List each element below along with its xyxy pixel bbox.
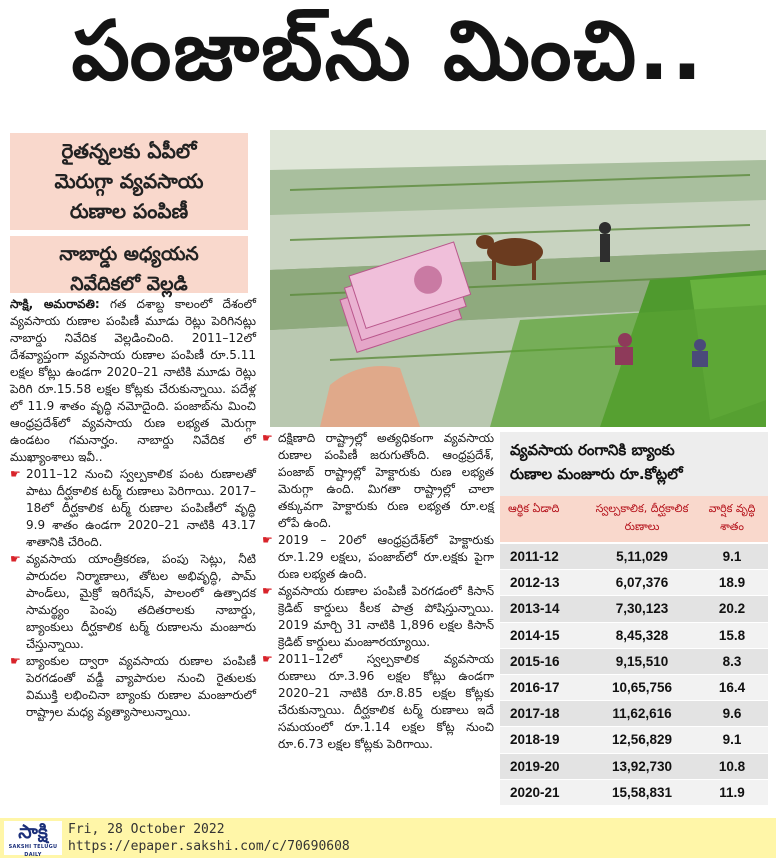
cell-loans: 13,92,730	[611, 758, 673, 774]
bullet-text: వ్యవసాయ యాంత్రీకరణ, పంపు సెట్లు, నీటి పారుదల నిర్మాణాలు, తోటల అభివృద్ధి, పామ్‌ పాండ్‌లు, మైక్రో ఇరిగేషన్, పాలంలో ఉత్పాదక సామర్థ్యం పెంపు తదితరాలకు నాబార్డు, బ్యాంకులు దీర్ఘకాలిక టర్మ్‌ రుణాలను మంజూరు చేస్తున్నాయి.	[26, 552, 256, 651]
header-loans: స్వల్పకాలిక, దీర్ఘకాలిక రుణాలు	[595, 502, 689, 533]
table-row	[500, 570, 768, 596]
bullet-icon: ☛	[262, 652, 273, 666]
bullet-icon: ☛	[262, 431, 273, 445]
article-column-1	[10, 296, 256, 721]
table-row	[500, 727, 768, 753]
table-row	[500, 701, 768, 727]
cell-year: 2012-13	[510, 575, 560, 591]
article-column-2	[262, 430, 494, 753]
cell-growth: 20.2	[718, 601, 746, 617]
subheadline-secondary-line: నివేదికలో వెల్లడి	[70, 273, 188, 295]
footer-info	[68, 821, 350, 855]
table-row	[500, 544, 768, 570]
article-photo	[270, 130, 766, 427]
intro-text: గత దశాబ్ద కాలంలో దేశంలో వ్యవసాయ రుణాల పంపిణీ మూడు రెట్లు పెరిగినట్లు నాబార్డు నివేదిక వెల్లడించింది. 2011–12లో దేశవ్యాప్తంగా వ్యవసాయ రుణాల పంపిణీ రూ.5.11 లక్షల కోట్లు ఉండగా 2020–21 నాటికి మూడు రెట్లు పెరిగి రూ.15.58 లక్షల కోట్లకు చేరుకున్నాయి. పదేళ్ల లో 11.9 శాతం వృద్ధి నమోదైంది. పంజాబ్‌ను మించి ఆంధ్రప్రదేశ్‌లో వ్యవసాయ రుణ లభ్యత మెరుగ్గా ఉండటం గమనార్హం. నాబార్డు నివేదిక లో ముఖ్యాంశాలు ఇవీ..	[10, 297, 256, 464]
cell-year: 2017-18	[510, 706, 560, 722]
bullet-point	[262, 583, 494, 651]
bullet-text: వ్యవసాయ రుణాల పంపిణీ పెరగడంలో కిసాన్‌ క్రెడిట్‌ కార్డులు కీలక పాత్ర పోషిస్తున్నాయి. 2019 మార్చి 31 నాటికి 1,896 లక్షల కిసాన్‌ క్రెడిట్‌ కార్డులు మంజూరయ్యాయి.	[278, 584, 494, 649]
dateline: సాక్షి, అమరావతి:	[10, 297, 100, 311]
bullet-icon: ☛	[10, 552, 21, 566]
cell-growth: 11.9	[719, 784, 745, 800]
cell-loans: 9,15,510	[615, 653, 669, 669]
cell-loans: 8,45,328	[615, 627, 669, 643]
loan-table	[500, 432, 768, 806]
cell-year: 2011-12	[510, 549, 559, 565]
bullet-icon: ☛	[262, 533, 273, 547]
table-row	[500, 649, 768, 675]
table-row	[500, 754, 768, 780]
header-year: ఆర్థిక ఏడాది	[508, 502, 560, 515]
cell-year: 2016-17	[510, 680, 560, 696]
cell-year: 2013-14	[510, 601, 560, 617]
cell-growth: 18.9	[718, 575, 746, 591]
bullet-icon: ☛	[262, 584, 273, 598]
table-title-line: రుణాల మంజూరు రూ.కోట్లలో	[510, 465, 683, 483]
cell-year: 2020-21	[510, 784, 560, 800]
bullet-point	[10, 466, 256, 551]
headline: పంజాబ్‌ను మించి..	[71, 3, 705, 99]
cell-growth: 9.1	[722, 549, 742, 565]
cell-year: 2019-20	[510, 758, 560, 774]
subheadline-main-line: మెరుగ్గా వ్యవసాయ	[54, 169, 204, 193]
bullet-point	[10, 653, 256, 721]
footer-bar	[0, 818, 776, 858]
subheadline-main	[10, 133, 248, 226]
bullet-point	[262, 532, 494, 583]
table-header	[500, 496, 768, 544]
subheadline-main-line: రైతన్నలకు ఏపీలో	[61, 139, 197, 163]
bullet-point	[262, 430, 494, 532]
cell-growth: 16.4	[718, 680, 746, 696]
table-body	[500, 544, 768, 806]
cell-loans: 5,11,029	[616, 549, 668, 565]
cell-loans: 15,58,831	[611, 784, 673, 800]
table-row	[500, 780, 768, 806]
table-row	[500, 675, 768, 701]
paddy-field-illustration	[270, 130, 766, 427]
cell-loans: 7,30,123	[615, 601, 669, 617]
bullet-text: దక్షిణాది రాష్ట్రాల్లో అత్యధికంగా వ్యవసాయ రుణాల పంపిణీ జరుగుతోంది. ఆంధ్రప్రదేశ్, పంజాబ్‌ రాష్ట్రాల్లో హెక్టారుకు రుణ లభ్యత మెరుగ్గా ఉంది. మిగతా రాష్ట్రాల్లో చాలా తక్కువగా హెక్టారుకు రుణ లభ్యత రూ.లక్ష లోపే ఉంది.	[278, 431, 494, 530]
bullet-icon: ☛	[10, 654, 21, 668]
bullet-point	[10, 551, 256, 653]
footer-date: Fri, 28 October 2022	[68, 822, 225, 837]
table-row	[500, 623, 768, 649]
footer-url[interactable]: https://epaper.sakshi.com/c/70690608	[68, 839, 350, 854]
table-row	[500, 596, 768, 622]
article-intro	[10, 296, 256, 466]
cell-growth: 8.3	[722, 653, 742, 669]
cell-loans: 10,65,756	[611, 680, 673, 696]
bullet-text: 2019 – 20లో ఆంధ్రప్రదేశ్‌లో హెక్టారుకు రూ.1.29 లక్షలు, పంజాబ్‌లో రూ.లక్షకు పైగా రుణ లభ్యత ఉంది.	[278, 533, 494, 581]
cell-growth: 9.6	[722, 706, 742, 722]
logo-mark: సాక్షి	[18, 821, 48, 843]
cell-year: 2015-16	[510, 653, 560, 669]
table-title	[500, 432, 768, 496]
bullet-icon: ☛	[10, 467, 21, 481]
subheadline-secondary-line: నాబార్డు అధ్యయన	[59, 243, 199, 265]
cell-growth: 10.8	[718, 758, 746, 774]
bullet-point	[262, 651, 494, 753]
table-title-line: వ్యవసాయ రంగానికి బ్యాంకు	[510, 441, 675, 459]
subheadline-secondary	[10, 236, 248, 299]
header-growth: వార్షిక వృద్ధి శాతం	[708, 502, 756, 533]
subheadline-main-line: రుణాల పంపిణీ	[69, 199, 189, 223]
cell-growth: 15.8	[718, 627, 746, 643]
cell-growth: 9.1	[722, 732, 742, 748]
cell-year: 2018-19	[510, 732, 560, 748]
cell-year: 2014-15	[510, 627, 560, 643]
bullet-text: 2011–12లో స్వల్పకాలిక వ్యవసాయ రుణాలు రూ.3.96 లక్షల కోట్లు ఉండగా 2020–21 నాటికి రూ.8.85 లక్షల కోట్లకు చేరుకున్నాయి. దీర్ఘకాలిక టర్మ్‌ రుణాలు ఇదే సమయంలో రూ.1.14 లక్షల కోట్ల నుంచి రూ.6.73 లక్షల కోట్లకు పెరిగాయి.	[278, 652, 494, 751]
cell-loans: 6,07,376	[615, 575, 669, 591]
cell-loans: 11,62,616	[612, 706, 672, 722]
sakshi-logo	[4, 821, 62, 858]
cell-loans: 12,56,829	[611, 732, 673, 748]
bullet-text: 2011–12 నుంచి స్వల్పకాలిక పంట రుణాలతో పాటు దీర్ఘకాలిక టర్మ్‌ రుణాలు పెరిగాయి. 2017–18లో దీర్ఘకాలిక టర్మ్‌ రుణాల పంపిణీలో వృద్ధి 9.9 శాతం ఉండగా 2020–21 నాటికి 43.17 శాతానికి చేరింది.	[26, 467, 256, 549]
logo-subtitle: SAKSHI TELUGU DAILY	[8, 844, 58, 858]
subheadline-box	[10, 133, 248, 293]
bullet-text: బ్యాంకుల ద్వారా వ్యవసాయ రుణాల పంపిణీ పెరగడంతో వడ్డీ వ్యాపారుల నుంచి రైతులకు విముక్తి లభించినా బ్యాంకు రుణాల మంజూరులో రాష్ట్రాల మధ్య వ్యత్యాసాలున్నాయి.	[26, 654, 256, 719]
